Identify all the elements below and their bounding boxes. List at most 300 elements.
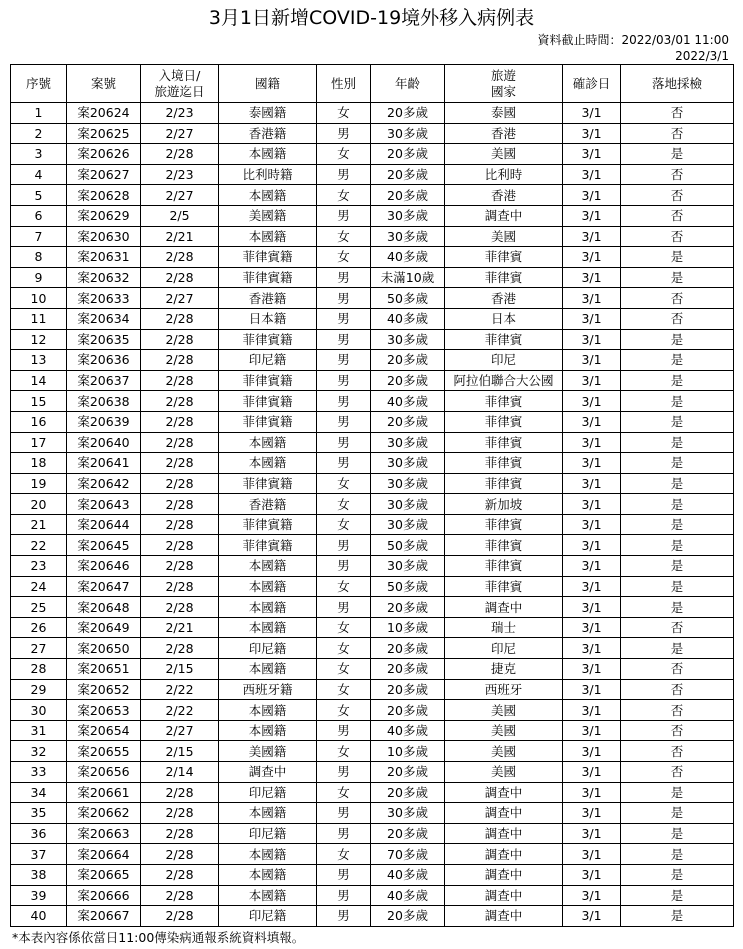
- entry-date-cell: 2/28: [141, 638, 219, 659]
- confirm-date-cell: 3/1: [563, 453, 621, 474]
- travel-country-cell: 菲律賓: [445, 267, 563, 288]
- case-no-cell: 案20654: [67, 720, 141, 741]
- confirm-date-cell: 3/1: [563, 514, 621, 535]
- seq-cell: 27: [11, 638, 67, 659]
- seq-cell: 1: [11, 103, 67, 124]
- entry-date-cell: 2/23: [141, 164, 219, 185]
- gender-cell: 男: [317, 597, 371, 618]
- entry-date-cell: 2/28: [141, 411, 219, 432]
- travel-country-cell: 調查中: [445, 597, 563, 618]
- airport-test-cell: 是: [621, 803, 734, 824]
- entry-date-cell: 2/28: [141, 473, 219, 494]
- seq-cell: 28: [11, 659, 67, 680]
- case-no-cell: 案20651: [67, 659, 141, 680]
- confirm-date-cell: 3/1: [563, 205, 621, 226]
- travel-country-cell: 菲律賓: [445, 514, 563, 535]
- travel-country-cell: 調查中: [445, 782, 563, 803]
- gender-cell: 女: [317, 617, 371, 638]
- entry-date-cell: 2/23: [141, 103, 219, 124]
- table-row: [11, 864, 734, 885]
- header-travel-country: [445, 65, 563, 103]
- entry-date-cell: 2/15: [141, 659, 219, 680]
- entry-date-cell: 2/27: [141, 288, 219, 309]
- confirm-date-cell: 3/1: [563, 782, 621, 803]
- seq-cell: 26: [11, 617, 67, 638]
- entry-date-cell: 2/22: [141, 679, 219, 700]
- confirm-date-cell: 3/1: [563, 700, 621, 721]
- nationality-cell: 本國籍: [219, 700, 317, 721]
- gender-cell: 男: [317, 308, 371, 329]
- table-row: [11, 659, 734, 680]
- travel-country-cell: 菲律賓: [445, 453, 563, 474]
- age-cell: 30多歲: [371, 205, 445, 226]
- confirm-date-cell: 3/1: [563, 597, 621, 618]
- gender-cell: 男: [317, 411, 371, 432]
- confirm-date-cell: 3/1: [563, 885, 621, 906]
- seq-cell: 20: [11, 494, 67, 515]
- case-no-cell: 案20652: [67, 679, 141, 700]
- table-row: [11, 144, 734, 165]
- confirm-date-cell: 3/1: [563, 720, 621, 741]
- seq-cell: 36: [11, 823, 67, 844]
- travel-country-cell: 調查中: [445, 844, 563, 865]
- gender-cell: 女: [317, 144, 371, 165]
- gender-cell: 男: [317, 556, 371, 577]
- age-cell: 30多歲: [371, 514, 445, 535]
- age-cell: 30多歲: [371, 453, 445, 474]
- case-no-cell: 案20661: [67, 782, 141, 803]
- age-cell: 30多歲: [371, 473, 445, 494]
- table-row: [11, 226, 734, 247]
- confirm-date-cell: 3/1: [563, 411, 621, 432]
- seq-cell: 3: [11, 144, 67, 165]
- nationality-cell: 菲律賓籍: [219, 329, 317, 350]
- travel-country-cell: 泰國: [445, 103, 563, 124]
- confirm-date-cell: 3/1: [563, 638, 621, 659]
- confirm-date-cell: 3/1: [563, 432, 621, 453]
- gender-cell: 男: [317, 164, 371, 185]
- travel-country-cell: 菲律賓: [445, 432, 563, 453]
- seq-cell: 4: [11, 164, 67, 185]
- case-no-cell: 案20636: [67, 350, 141, 371]
- gender-cell: 女: [317, 679, 371, 700]
- header-entry-date-line2: 旅遊迄日: [154, 83, 205, 99]
- table-row: [11, 762, 734, 783]
- footnote: *本表內容係依當日11:00傳染病通報系統資料填報。: [12, 930, 305, 945]
- age-cell: 40多歲: [371, 864, 445, 885]
- airport-test-cell: 是: [621, 556, 734, 577]
- entry-date-cell: 2/28: [141, 885, 219, 906]
- entry-date-cell: 2/14: [141, 762, 219, 783]
- airport-test-cell: 否: [621, 700, 734, 721]
- entry-date-cell: 2/27: [141, 123, 219, 144]
- case-no-cell: 案20641: [67, 453, 141, 474]
- seq-cell: 12: [11, 329, 67, 350]
- travel-country-cell: 香港: [445, 288, 563, 309]
- gender-cell: 男: [317, 205, 371, 226]
- gender-cell: 女: [317, 103, 371, 124]
- confirm-date-cell: 3/1: [563, 844, 621, 865]
- airport-test-cell: 否: [621, 205, 734, 226]
- airport-test-cell: 是: [621, 144, 734, 165]
- nationality-cell: 美國籍: [219, 205, 317, 226]
- entry-date-cell: 2/28: [141, 864, 219, 885]
- entry-date-cell: 2/28: [141, 906, 219, 927]
- seq-cell: 29: [11, 679, 67, 700]
- seq-cell: 31: [11, 720, 67, 741]
- age-cell: 20多歲: [371, 103, 445, 124]
- table-row: [11, 370, 734, 391]
- confirm-date-cell: 3/1: [563, 144, 621, 165]
- header-confirm-date: 確診日: [563, 65, 621, 103]
- table-row: [11, 103, 734, 124]
- seq-cell: 11: [11, 308, 67, 329]
- airport-test-cell: 否: [621, 679, 734, 700]
- table-row: [11, 782, 734, 803]
- entry-date-cell: 2/28: [141, 576, 219, 597]
- travel-country-cell: 調查中: [445, 205, 563, 226]
- seq-cell: 8: [11, 247, 67, 268]
- travel-country-cell: 捷克: [445, 659, 563, 680]
- confirm-date-cell: 3/1: [563, 659, 621, 680]
- seq-cell: 24: [11, 576, 67, 597]
- airport-test-cell: 是: [621, 473, 734, 494]
- gender-cell: 男: [317, 350, 371, 371]
- age-cell: 30多歲: [371, 432, 445, 453]
- airport-test-cell: 否: [621, 226, 734, 247]
- table-row: [11, 453, 734, 474]
- nationality-cell: 本國籍: [219, 432, 317, 453]
- table-row: [11, 556, 734, 577]
- airport-test-cell: 是: [621, 370, 734, 391]
- entry-date-cell: 2/28: [141, 329, 219, 350]
- gender-cell: 女: [317, 844, 371, 865]
- travel-country-cell: 調查中: [445, 864, 563, 885]
- seq-cell: 18: [11, 453, 67, 474]
- nationality-cell: 本國籍: [219, 617, 317, 638]
- gender-cell: 女: [317, 494, 371, 515]
- age-cell: 30多歲: [371, 803, 445, 824]
- case-no-cell: 案20647: [67, 576, 141, 597]
- seq-cell: 16: [11, 411, 67, 432]
- gender-cell: 男: [317, 329, 371, 350]
- gender-cell: 女: [317, 576, 371, 597]
- entry-date-cell: 2/28: [141, 350, 219, 371]
- confirm-date-cell: 3/1: [563, 762, 621, 783]
- age-cell: 20多歲: [371, 906, 445, 927]
- airport-test-cell: 否: [621, 164, 734, 185]
- age-cell: 50多歲: [371, 535, 445, 556]
- case-no-cell: 案20637: [67, 370, 141, 391]
- confirm-date-cell: 3/1: [563, 556, 621, 577]
- table-row: [11, 741, 734, 762]
- nationality-cell: 本國籍: [219, 576, 317, 597]
- table-row: [11, 411, 734, 432]
- airport-test-cell: 是: [621, 432, 734, 453]
- seq-cell: 40: [11, 906, 67, 927]
- entry-date-cell: 2/27: [141, 720, 219, 741]
- nationality-cell: 日本籍: [219, 308, 317, 329]
- nationality-cell: 菲律賓籍: [219, 514, 317, 535]
- entry-date-cell: 2/28: [141, 535, 219, 556]
- case-no-cell: 案20630: [67, 226, 141, 247]
- confirm-date-cell: 3/1: [563, 370, 621, 391]
- table-row: [11, 720, 734, 741]
- confirm-date-cell: 3/1: [563, 617, 621, 638]
- travel-country-cell: 美國: [445, 741, 563, 762]
- case-no-cell: 案20626: [67, 144, 141, 165]
- table-row: [11, 597, 734, 618]
- entry-date-cell: 2/28: [141, 267, 219, 288]
- age-cell: 30多歲: [371, 556, 445, 577]
- age-cell: 30多歲: [371, 123, 445, 144]
- table-row: [11, 267, 734, 288]
- nationality-cell: 印尼籍: [219, 906, 317, 927]
- nationality-cell: 調查中: [219, 762, 317, 783]
- entry-date-cell: 2/21: [141, 226, 219, 247]
- table-row: [11, 205, 734, 226]
- case-no-cell: 案20625: [67, 123, 141, 144]
- gender-cell: 男: [317, 864, 371, 885]
- confirm-date-cell: 3/1: [563, 308, 621, 329]
- page-title: 3月1日新增COVID-19境外移入病例表: [208, 7, 535, 29]
- gender-cell: 女: [317, 226, 371, 247]
- nationality-cell: 菲律賓籍: [219, 535, 317, 556]
- travel-country-cell: 菲律賓: [445, 473, 563, 494]
- travel-country-cell: 阿拉伯聯合大公國: [445, 370, 563, 391]
- header-seq: 序號: [11, 65, 67, 103]
- confirm-date-cell: 3/1: [563, 473, 621, 494]
- case-no-cell: 案20638: [67, 391, 141, 412]
- confirm-date-cell: 3/1: [563, 906, 621, 927]
- entry-date-cell: 2/28: [141, 514, 219, 535]
- gender-cell: 女: [317, 473, 371, 494]
- report-date: 2022/3/1: [675, 49, 729, 63]
- travel-country-cell: 調查中: [445, 823, 563, 844]
- travel-country-cell: 香港: [445, 185, 563, 206]
- nationality-cell: 本國籍: [219, 659, 317, 680]
- case-no-cell: 案20646: [67, 556, 141, 577]
- table-row: [11, 700, 734, 721]
- age-cell: 30多歲: [371, 226, 445, 247]
- travel-country-cell: 菲律賓: [445, 576, 563, 597]
- age-cell: 10多歲: [371, 741, 445, 762]
- table-row: [11, 247, 734, 268]
- entry-date-cell: 2/28: [141, 144, 219, 165]
- gender-cell: 女: [317, 700, 371, 721]
- case-no-cell: 案20667: [67, 906, 141, 927]
- case-no-cell: 案20631: [67, 247, 141, 268]
- case-no-cell: 案20633: [67, 288, 141, 309]
- nationality-cell: 印尼籍: [219, 823, 317, 844]
- nationality-cell: 菲律賓籍: [219, 391, 317, 412]
- age-cell: 40多歲: [371, 391, 445, 412]
- travel-country-cell: 調查中: [445, 906, 563, 927]
- age-cell: 30多歲: [371, 494, 445, 515]
- age-cell: 20多歲: [371, 782, 445, 803]
- header-airport-test: 落地採檢: [621, 65, 734, 103]
- entry-date-cell: 2/22: [141, 700, 219, 721]
- entry-date-cell: 2/28: [141, 453, 219, 474]
- case-no-cell: 案20635: [67, 329, 141, 350]
- header-entry-date-line1: 入境日/: [158, 67, 201, 83]
- table-row: [11, 679, 734, 700]
- entry-date-cell: 2/21: [141, 617, 219, 638]
- header-entry-date: [141, 65, 219, 103]
- case-no-cell: 案20662: [67, 803, 141, 824]
- gender-cell: 男: [317, 432, 371, 453]
- age-cell: 20多歲: [371, 823, 445, 844]
- gender-cell: 女: [317, 782, 371, 803]
- nationality-cell: 本國籍: [219, 885, 317, 906]
- case-no-cell: 案20640: [67, 432, 141, 453]
- confirm-date-cell: 3/1: [563, 823, 621, 844]
- seq-cell: 7: [11, 226, 67, 247]
- seq-cell: 33: [11, 762, 67, 783]
- airport-test-cell: 是: [621, 267, 734, 288]
- airport-test-cell: 是: [621, 782, 734, 803]
- nationality-cell: 本國籍: [219, 226, 317, 247]
- travel-country-cell: 美國: [445, 720, 563, 741]
- entry-date-cell: 2/28: [141, 803, 219, 824]
- seq-cell: 21: [11, 514, 67, 535]
- age-cell: 40多歲: [371, 720, 445, 741]
- nationality-cell: 菲律賓籍: [219, 411, 317, 432]
- seq-cell: 38: [11, 864, 67, 885]
- age-cell: 未滿10歲: [371, 267, 445, 288]
- seq-cell: 39: [11, 885, 67, 906]
- confirm-date-cell: 3/1: [563, 679, 621, 700]
- airport-test-cell: 否: [621, 308, 734, 329]
- seq-cell: 30: [11, 700, 67, 721]
- nationality-cell: 菲律賓籍: [219, 247, 317, 268]
- table-row: [11, 535, 734, 556]
- gender-cell: 男: [317, 123, 371, 144]
- entry-date-cell: 2/28: [141, 494, 219, 515]
- table-row: [11, 494, 734, 515]
- nationality-cell: 美國籍: [219, 741, 317, 762]
- case-no-cell: 案20629: [67, 205, 141, 226]
- header-travel-country-line2: 國家: [490, 83, 516, 99]
- travel-country-cell: 調查中: [445, 803, 563, 824]
- airport-test-cell: 是: [621, 885, 734, 906]
- age-cell: 20多歲: [371, 350, 445, 371]
- airport-test-cell: 是: [621, 247, 734, 268]
- airport-test-cell: 是: [621, 535, 734, 556]
- nationality-cell: 香港籍: [219, 123, 317, 144]
- case-no-cell: 案20666: [67, 885, 141, 906]
- travel-country-cell: 比利時: [445, 164, 563, 185]
- case-no-cell: 案20665: [67, 864, 141, 885]
- age-cell: 50多歲: [371, 288, 445, 309]
- seq-cell: 37: [11, 844, 67, 865]
- table-row: [11, 329, 734, 350]
- airport-test-cell: 否: [621, 617, 734, 638]
- gender-cell: 女: [317, 638, 371, 659]
- confirm-date-cell: 3/1: [563, 226, 621, 247]
- airport-test-cell: 否: [621, 720, 734, 741]
- confirm-date-cell: 3/1: [563, 576, 621, 597]
- gender-cell: 女: [317, 659, 371, 680]
- airport-test-cell: 是: [621, 329, 734, 350]
- nationality-cell: 印尼籍: [219, 782, 317, 803]
- entry-date-cell: 2/28: [141, 432, 219, 453]
- seq-cell: 22: [11, 535, 67, 556]
- nationality-cell: 菲律賓籍: [219, 473, 317, 494]
- seq-cell: 19: [11, 473, 67, 494]
- nationality-cell: 菲律賓籍: [219, 267, 317, 288]
- case-no-cell: 案20650: [67, 638, 141, 659]
- confirm-date-cell: 3/1: [563, 391, 621, 412]
- case-table: [10, 64, 734, 927]
- seq-cell: 5: [11, 185, 67, 206]
- travel-country-cell: 美國: [445, 700, 563, 721]
- confirm-date-cell: 3/1: [563, 803, 621, 824]
- airport-test-cell: 是: [621, 514, 734, 535]
- case-no-cell: 案20664: [67, 844, 141, 865]
- travel-country-cell: 西班牙: [445, 679, 563, 700]
- travel-country-cell: 美國: [445, 144, 563, 165]
- age-cell: 20多歲: [371, 144, 445, 165]
- entry-date-cell: 2/27: [141, 185, 219, 206]
- header-travel-country-line1: 旅遊: [490, 67, 516, 83]
- case-no-cell: 案20644: [67, 514, 141, 535]
- seq-cell: 13: [11, 350, 67, 371]
- table-row: [11, 823, 734, 844]
- entry-date-cell: 2/28: [141, 556, 219, 577]
- age-cell: 20多歲: [371, 638, 445, 659]
- nationality-cell: 香港籍: [219, 494, 317, 515]
- age-cell: 20多歲: [371, 700, 445, 721]
- case-no-cell: 案20645: [67, 535, 141, 556]
- travel-country-cell: 美國: [445, 226, 563, 247]
- table-row: [11, 617, 734, 638]
- confirm-date-cell: 3/1: [563, 288, 621, 309]
- confirm-date-cell: 3/1: [563, 329, 621, 350]
- seq-cell: 10: [11, 288, 67, 309]
- age-cell: 20多歲: [371, 597, 445, 618]
- travel-country-cell: 美國: [445, 762, 563, 783]
- gender-cell: 女: [317, 247, 371, 268]
- case-no-cell: 案20624: [67, 103, 141, 124]
- airport-test-cell: 否: [621, 659, 734, 680]
- table-row: [11, 350, 734, 371]
- airport-test-cell: 否: [621, 741, 734, 762]
- nationality-cell: 本國籍: [219, 844, 317, 865]
- airport-test-cell: 否: [621, 123, 734, 144]
- table-row: [11, 123, 734, 144]
- case-no-cell: 案20632: [67, 267, 141, 288]
- table-row: [11, 638, 734, 659]
- entry-date-cell: 2/28: [141, 308, 219, 329]
- nationality-cell: 本國籍: [219, 597, 317, 618]
- travel-country-cell: 印尼: [445, 638, 563, 659]
- confirm-date-cell: 3/1: [563, 267, 621, 288]
- case-no-cell: 案20627: [67, 164, 141, 185]
- travel-country-cell: 日本: [445, 308, 563, 329]
- seq-cell: 25: [11, 597, 67, 618]
- gender-cell: 男: [317, 370, 371, 391]
- seq-cell: 35: [11, 803, 67, 824]
- table-row: [11, 391, 734, 412]
- entry-date-cell: 2/28: [141, 823, 219, 844]
- nationality-cell: 本國籍: [219, 453, 317, 474]
- table-body: [11, 103, 734, 927]
- nationality-cell: 比利時籍: [219, 164, 317, 185]
- nationality-cell: 本國籍: [219, 556, 317, 577]
- gender-cell: 男: [317, 885, 371, 906]
- entry-date-cell: 2/28: [141, 247, 219, 268]
